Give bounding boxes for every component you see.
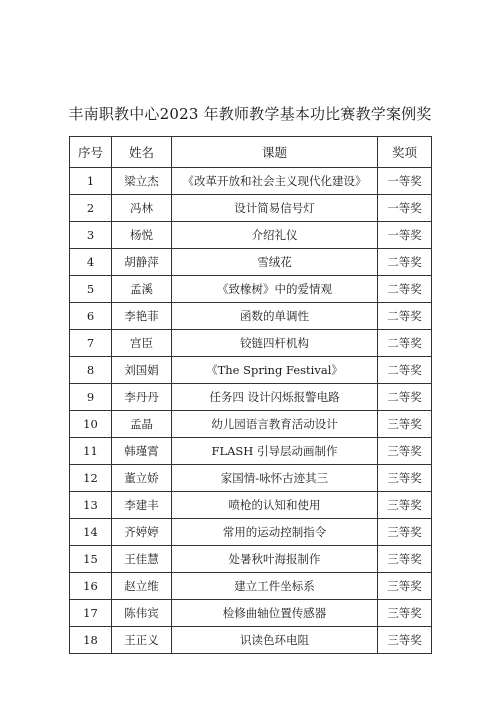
cell-award: 二等奖: [378, 384, 432, 411]
cell-name: 韩瑾霄: [112, 438, 172, 465]
cell-name: 陈伟宾: [112, 600, 172, 627]
cell-name: 梁立杰: [112, 168, 172, 195]
table-row: [70, 195, 432, 222]
header-name: 姓名: [112, 137, 172, 168]
table-row: [70, 600, 432, 627]
cell-name: 杨悦: [112, 222, 172, 249]
cell-award: 三等奖: [378, 492, 432, 519]
cell-topic: 家国情-咏怀古迹其三: [172, 465, 378, 492]
cell-topic: 检修曲轴位置传感器: [172, 600, 378, 627]
cell-no: 9: [70, 384, 112, 411]
cell-no: 8: [70, 357, 112, 384]
cell-name: 李建丰: [112, 492, 172, 519]
cell-no: 13: [70, 492, 112, 519]
table-row: [70, 303, 432, 330]
document-title: 丰南职教中心2023 年教师教学基本功比赛教学案例奖: [68, 105, 432, 123]
table-row: [70, 384, 432, 411]
cell-no: 12: [70, 465, 112, 492]
cell-topic: 幼儿园语言教育活动设计: [172, 411, 378, 438]
cell-topic: 喷枪的认知和使用: [172, 492, 378, 519]
cell-name: 孟晶: [112, 411, 172, 438]
cell-topic: 建立工件坐标系: [172, 573, 378, 600]
cell-topic: 设计简易信号灯: [172, 195, 378, 222]
cell-topic: FLASH 引导层动画制作: [172, 438, 378, 465]
cell-no: 18: [70, 627, 112, 654]
cell-topic: 《The Spring Festival》: [172, 357, 378, 384]
cell-award: 三等奖: [378, 411, 432, 438]
cell-name: 董立娇: [112, 465, 172, 492]
table-row: [70, 330, 432, 357]
cell-name: 冯林: [112, 195, 172, 222]
cell-award: 三等奖: [378, 438, 432, 465]
table-row: [70, 573, 432, 600]
cell-award: 三等奖: [378, 546, 432, 573]
table-row: [70, 492, 432, 519]
cell-no: 4: [70, 249, 112, 276]
cell-award: 三等奖: [378, 519, 432, 546]
cell-name: 王佳慧: [112, 546, 172, 573]
cell-award: 三等奖: [378, 600, 432, 627]
header-no: 序号: [70, 137, 112, 168]
cell-name: 宫臣: [112, 330, 172, 357]
cell-award: 二等奖: [378, 303, 432, 330]
cell-award: 二等奖: [378, 330, 432, 357]
cell-award: 二等奖: [378, 357, 432, 384]
cell-topic: 任务四 设计闪烁报警电路: [172, 384, 378, 411]
cell-no: 10: [70, 411, 112, 438]
cell-topic: 《改革开放和社会主义现代化建设》: [172, 168, 378, 195]
table-row: [70, 222, 432, 249]
cell-topic: 常用的运动控制指令: [172, 519, 378, 546]
cell-name: 孟溪: [112, 276, 172, 303]
table-header-row: [70, 137, 432, 168]
table-body: [70, 168, 432, 654]
table-row: [70, 249, 432, 276]
cell-topic: 介绍礼仪: [172, 222, 378, 249]
cell-name: 齐婷婷: [112, 519, 172, 546]
cell-award: 三等奖: [378, 573, 432, 600]
cell-no: 1: [70, 168, 112, 195]
cell-no: 11: [70, 438, 112, 465]
cell-no: 6: [70, 303, 112, 330]
cell-award: 二等奖: [378, 249, 432, 276]
table-row: [70, 627, 432, 654]
cell-name: 胡静萍: [112, 249, 172, 276]
cell-no: 5: [70, 276, 112, 303]
cell-award: 三等奖: [378, 627, 432, 654]
table-row: [70, 411, 432, 438]
table-row: [70, 465, 432, 492]
table-row: [70, 519, 432, 546]
cell-award: 一等奖: [378, 195, 432, 222]
cell-no: 7: [70, 330, 112, 357]
table-row: [70, 546, 432, 573]
cell-no: 2: [70, 195, 112, 222]
cell-name: 刘国娟: [112, 357, 172, 384]
awards-table: [69, 136, 432, 654]
cell-topic: 处暑秋叶海报制作: [172, 546, 378, 573]
header-award: 奖项: [378, 137, 432, 168]
table-row: [70, 438, 432, 465]
cell-no: 3: [70, 222, 112, 249]
cell-topic: 函数的单调性: [172, 303, 378, 330]
cell-name: 赵立维: [112, 573, 172, 600]
table-row: [70, 168, 432, 195]
cell-award: 一等奖: [378, 222, 432, 249]
cell-no: 17: [70, 600, 112, 627]
cell-topic: 识读色环电阻: [172, 627, 378, 654]
cell-no: 15: [70, 546, 112, 573]
cell-no: 16: [70, 573, 112, 600]
table-row: [70, 357, 432, 384]
table-row: [70, 276, 432, 303]
header-topic: 课题: [172, 137, 378, 168]
cell-topic: 雪绒花: [172, 249, 378, 276]
cell-no: 14: [70, 519, 112, 546]
cell-name: 王正义: [112, 627, 172, 654]
cell-award: 三等奖: [378, 465, 432, 492]
cell-name: 李丹丹: [112, 384, 172, 411]
cell-name: 李艳菲: [112, 303, 172, 330]
cell-award: 一等奖: [378, 168, 432, 195]
cell-topic: 铰链四杆机构: [172, 330, 378, 357]
cell-topic: 《致橡树》中的爱情观: [172, 276, 378, 303]
cell-award: 二等奖: [378, 276, 432, 303]
